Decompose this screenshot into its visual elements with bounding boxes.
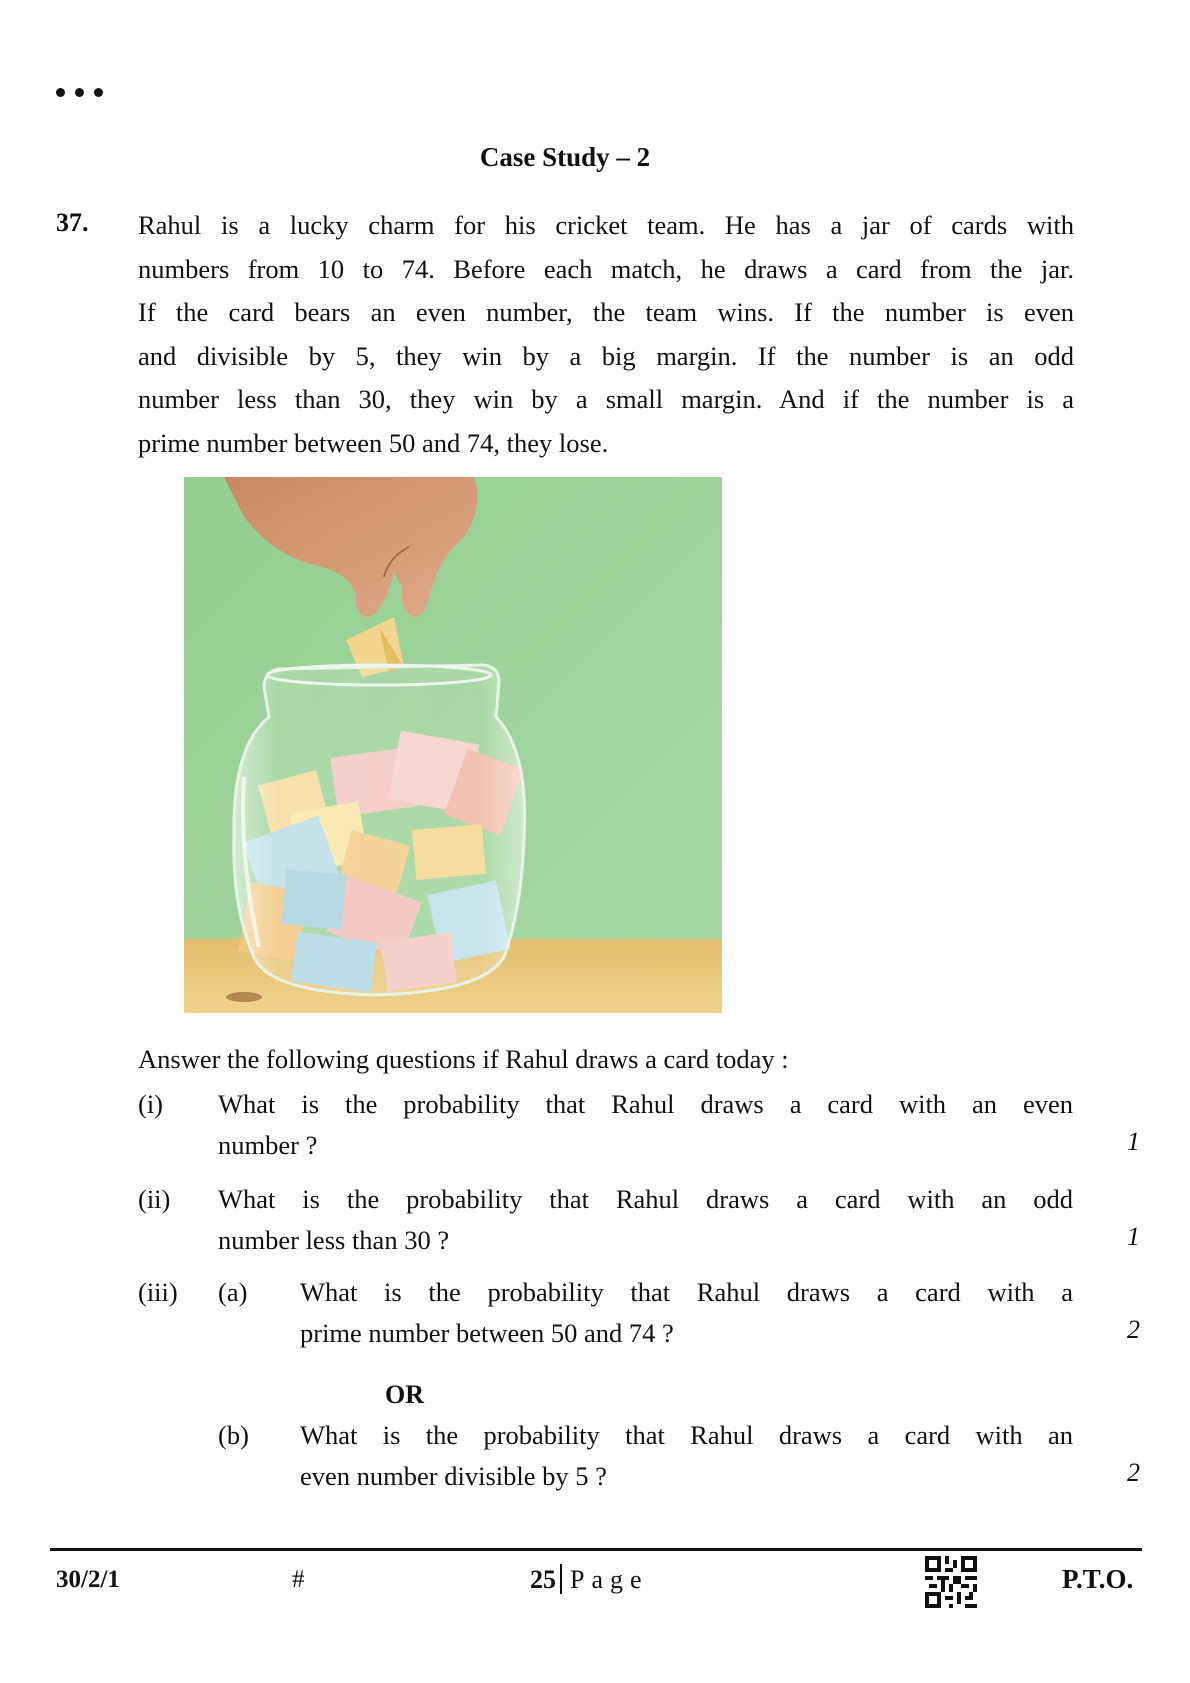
paragraph-line: number less than 30, they win by a small margin. And if the number is a bbox=[138, 384, 1074, 414]
question-number: 37. bbox=[56, 208, 89, 237]
subquestion-line: What is the probability that Rahul draws a card with an bbox=[300, 1420, 1073, 1450]
questions-intro: Answer the following questions if Rahul draws a card today : bbox=[138, 1044, 789, 1074]
marks-value: 2 bbox=[1127, 1315, 1140, 1344]
question-paragraph bbox=[138, 204, 1074, 465]
page-label: Page bbox=[570, 1565, 649, 1594]
section-title: Case Study – 2 bbox=[479, 142, 651, 172]
subquestion-iii-a-text bbox=[300, 1272, 1073, 1354]
subquestion-label: (iii) bbox=[138, 1277, 178, 1307]
paragraph-line: If the card bears an even number, the team wins. If the number is even bbox=[138, 297, 1074, 327]
subquestion-line: What is the probability that Rahul draws a card with a bbox=[300, 1277, 1073, 1307]
paragraph-line: numbers from 10 to 74. Before each match, he draws a card from the jar. bbox=[138, 253, 1074, 284]
paragraph-line: and divisible by 5, they win by a big margin. If the number is an odd bbox=[138, 340, 1074, 371]
decorative-dots bbox=[56, 88, 103, 97]
paragraph-line: prime number between 50 and 74, they lose. bbox=[138, 427, 609, 458]
pto-label: P.T.O. bbox=[1062, 1564, 1134, 1594]
paper-code: 30/2/1 bbox=[56, 1566, 120, 1593]
qr-code-icon bbox=[925, 1556, 977, 1608]
marks-value: 1 bbox=[1127, 1222, 1140, 1251]
subquestion-line: What is the probability that Rahul draws a card with an even bbox=[218, 1089, 1073, 1119]
jar-illustration bbox=[184, 477, 722, 1013]
footer-divider bbox=[50, 1548, 1142, 1551]
or-separator: OR bbox=[385, 1380, 424, 1409]
dot-icon bbox=[94, 88, 103, 97]
subquestion-label: (i) bbox=[138, 1089, 164, 1119]
page-separator bbox=[560, 1564, 562, 1594]
subquestion-ii-text bbox=[218, 1179, 1073, 1261]
hash-mark: # bbox=[292, 1566, 305, 1593]
subquestion-iii-b-text bbox=[300, 1415, 1073, 1497]
jar-of-cards-photo bbox=[184, 477, 722, 1013]
paragraph-line: Rahul is a lucky charm for his cricket team. He has a jar of cards with bbox=[138, 210, 1074, 240]
subquestion-sublabel: (b) bbox=[218, 1420, 249, 1450]
subquestion-line: even number divisible by 5 ? bbox=[300, 1461, 607, 1491]
page-number: 25 bbox=[530, 1565, 556, 1594]
subquestion-label: (ii) bbox=[138, 1184, 171, 1214]
subquestion-sublabel: (a) bbox=[218, 1277, 248, 1307]
page-indicator bbox=[530, 1564, 649, 1595]
subquestion-line: What is the probability that Rahul draws a card with an odd bbox=[218, 1184, 1073, 1214]
marks-value: 2 bbox=[1127, 1458, 1140, 1487]
dot-icon bbox=[56, 88, 65, 97]
dot-icon bbox=[75, 88, 84, 97]
marks-value: 1 bbox=[1127, 1127, 1140, 1156]
subquestion-line: number less than 30 ? bbox=[218, 1225, 450, 1255]
subquestion-i-text bbox=[218, 1084, 1073, 1166]
subquestion-line: prime number between 50 and 74 ? bbox=[300, 1318, 674, 1348]
subquestion-line: number ? bbox=[218, 1130, 318, 1160]
